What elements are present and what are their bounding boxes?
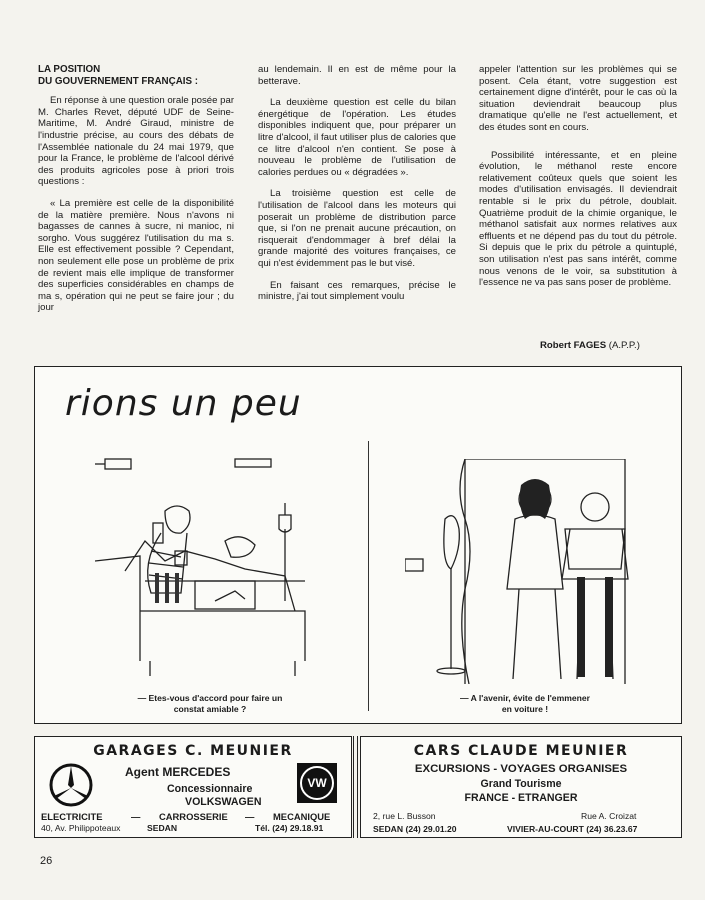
ad-agent-mercedes: Agent MERCEDES — [125, 765, 231, 779]
ad-service-electricite: ELECTRICITE — [41, 811, 103, 822]
cartoon-caption-right: — A l'avenir, évite de l'emmener en voiture ! — [459, 693, 591, 714]
ad-concession-line2: VOLKSWAGEN — [185, 796, 262, 808]
garage-advertisement — [34, 736, 352, 838]
volkswagen-logo — [297, 763, 337, 803]
ad-separator — [353, 736, 358, 838]
cartoon-divider — [368, 441, 369, 711]
paragraph: « La première est celle de la disponibilité de la matière première. Nous n'avons ni bagasses de cannes à sucre, ni manioc, ni sorgho. Vous suggérez l'utilisation du ma s. Elle est effectivement possible ? Cependant, non seulement elle pose un problème de prix de revient mais elle implique de transformer des superficies considérables en champs de ma s, opération qui ne peut se faire jour ; du jour — [38, 197, 234, 314]
ad-france-etranger: FRANCE - ETRANGER — [464, 792, 578, 804]
cartoon-panel — [34, 366, 682, 724]
article-column-2 — [258, 64, 456, 313]
ad-dash: — — [245, 811, 255, 822]
ad-phone-sedan: SEDAN (24) 29.01.20 — [373, 824, 457, 834]
cartoon-title: rions un peu — [65, 383, 302, 424]
ad-phone-vivier: VIVIER-AU-COURT (24) 36.23.67 — [507, 824, 638, 834]
ad-service-carrosserie: CARROSSERIE — [159, 811, 228, 822]
ad-address: 40, Av. Philippoteaux — [41, 823, 121, 833]
ad-address-2: Rue A. Croizat — [581, 811, 637, 821]
vw-logo-mark: VW — [300, 766, 334, 800]
ad-phone: Tél. (24) 29.18.91 — [255, 823, 324, 833]
author-signature — [540, 340, 640, 351]
ad-title: CARS CLAUDE MEUNIER — [413, 743, 629, 759]
ad-title: GARAGES C. MEUNIER — [93, 743, 293, 759]
paragraph: En faisant ces remarques, précise le ministre, j'ai tout simplement voulu — [258, 279, 456, 303]
paragraph: La troisième question est celle de l'utilisation de l'alcool dans les moteurs qui poserait un problème de distribution parce que, si l'on ne prenait aucune précaution, on risquerait d'endommager à bref délai la grande majorité des voitures françaises, ce qui n'est évidemment pas le but visé. — [258, 188, 456, 269]
paragraph: appeler l'attention sur les problèmes qui se posent. Cela étant, votre suggestion est certainement digne d'intérêt, pour le cas où la situation deviendrait beaucoup plus dramatique qu'elle ne l'est actuellement, et des études sont en cours. — [479, 64, 677, 133]
parrot-cartoon-illustration — [405, 459, 645, 684]
ad-excursions: EXCURSIONS - VOYAGES ORGANISES — [414, 763, 628, 775]
paragraph: au lendemain. Il en est de même pour la betterave. — [258, 64, 456, 87]
ad-dash: — — [131, 811, 141, 822]
cars-advertisement — [360, 736, 682, 838]
article-column-1 — [38, 64, 234, 324]
author-name: Robert FAGES — [540, 340, 607, 351]
article-column-3 — [479, 64, 677, 299]
paragraph: Possibilité intéressante, et en pleine évolution, le méthanol reste encore relativement coûteux quels que soient les modes d'utilisation envisagés. Il deviendrait rentable si le prix du pétrole, doublait. Quatrième produit de la chimie organique, le méthanol satisfait aux normes relatives aux effluents et ne dépend pas du tout du pétrole. Si depuis que le prix du pétrole a quintuplé, son utilisation n'est pas sans intérêt, comme nous venons de le voir, sa substitution à l'essence ne va pas sans poser de problème. — [479, 149, 677, 289]
author-org: (A.P.P.) — [608, 340, 640, 351]
paragraph: La deuxième question est celle du bilan énergétique de l'opération. Les études disponibles indiquent que, pour préparer un litre d'alcool, il faut utiliser plus de calories que ce litre d'alcool n'en contient. Se pose à nouveau le problème de l'utilisation de calories perdues ou « dégradées ». — [258, 97, 456, 178]
hospital-cartoon-illustration — [95, 451, 335, 681]
ad-service-mecanique: MECANIQUE — [273, 811, 331, 822]
ad-address-1: 2, rue L. Busson — [373, 811, 436, 821]
page-number: 26 — [40, 855, 53, 867]
section-heading: LA POSITION DU GOUVERNEMENT FRANÇAIS : — [38, 64, 199, 87]
mercedes-star-icon — [49, 763, 93, 807]
ad-city: SEDAN — [147, 823, 178, 833]
cartoon-caption-left: — Etes-vous d'accord pour faire un constat amiable ? — [137, 693, 283, 714]
ad-grand-tourisme: Grand Tourisme — [480, 778, 562, 790]
ad-concession-line1: Concessionnaire — [167, 783, 253, 795]
paragraph: En réponse à une question orale posée par M. Charles Revet, député UDF de Seine-Maritime, M. André Giraud, ministre de l'industrie précise, au cours des débats de l'Assemblée nationale du 24 mai 1979, que pour la France, le problème de l'alcool dérivé des produits agricoles pose à priori trois questions : — [38, 95, 235, 188]
